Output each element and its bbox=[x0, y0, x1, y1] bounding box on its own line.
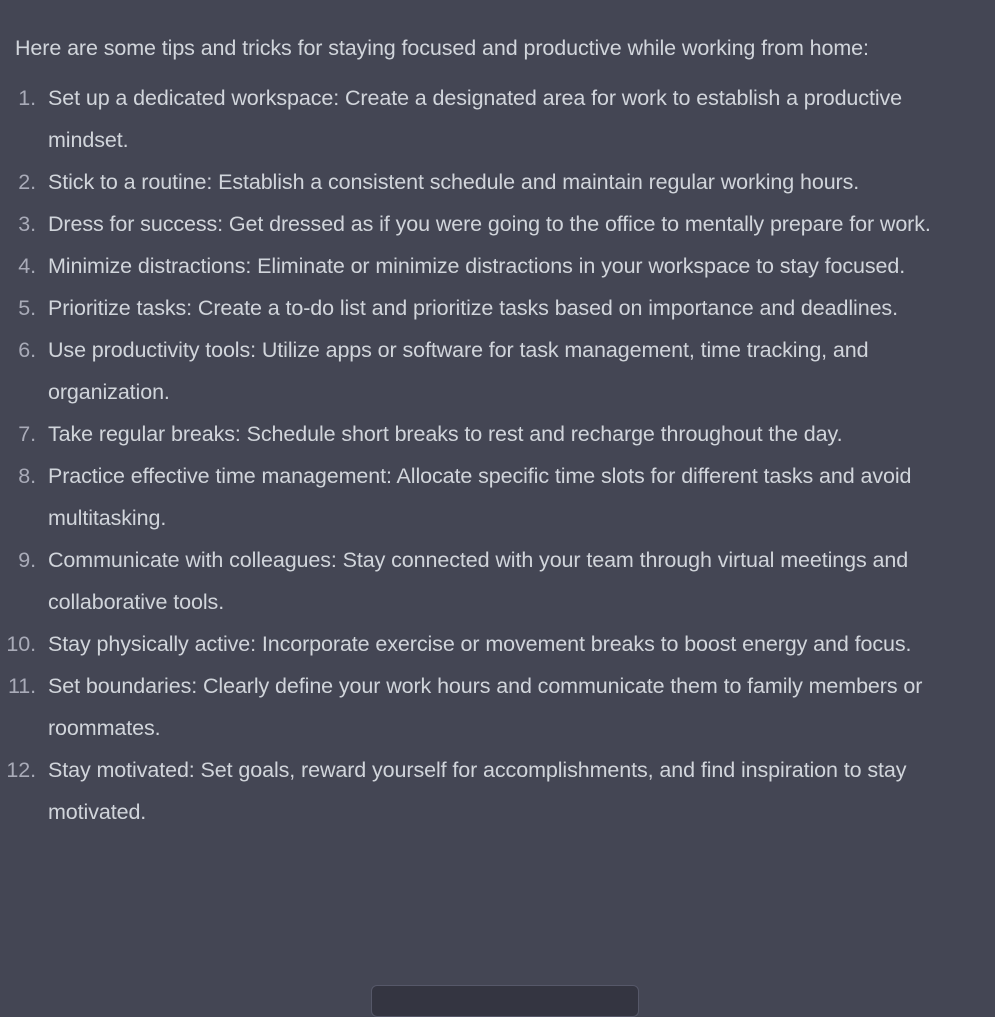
list-item bbox=[0, 161, 995, 203]
list-item-text: Stay motivated: Set goals, reward yourself for accomplishments, and find inspiration to stay motivated. bbox=[48, 758, 907, 824]
list-item bbox=[0, 287, 995, 329]
list-item-text: Stay physically active: Incorporate exercise or movement breaks to boost energy and focus. bbox=[48, 632, 912, 656]
list-item-number: 1. bbox=[18, 86, 36, 110]
list-item-text: Use productivity tools: Utilize apps or software for task management, time tracking, and organization. bbox=[48, 338, 869, 404]
list-item-number: 8. bbox=[18, 464, 36, 488]
list-item bbox=[0, 203, 995, 245]
list-item-text: Take regular breaks: Schedule short breaks to rest and recharge throughout the day. bbox=[48, 422, 843, 446]
list-item bbox=[0, 749, 995, 833]
list-item-text: Practice effective time management: Allocate specific time slots for different tasks and avoid multitasking. bbox=[48, 464, 912, 530]
list-item-number: 5. bbox=[18, 296, 36, 320]
list-item-number: 10. bbox=[6, 632, 36, 656]
list-item-number: 7. bbox=[18, 422, 36, 446]
list-item-text: Set up a dedicated workspace: Create a designated area for work to establish a productive mindset. bbox=[48, 86, 902, 152]
list-item bbox=[0, 539, 995, 623]
list-item bbox=[0, 455, 995, 539]
list-item bbox=[0, 245, 995, 287]
list-item-text: Minimize distractions: Eliminate or minimize distractions in your workspace to stay focused. bbox=[48, 254, 906, 278]
list-item bbox=[0, 665, 995, 749]
list-item bbox=[0, 77, 995, 161]
regenerate-response-button[interactable] bbox=[371, 985, 639, 1017]
list-item-text: Prioritize tasks: Create a to-do list and prioritize tasks based on importance and deadlines. bbox=[48, 296, 898, 320]
list-item-number: 12. bbox=[6, 758, 36, 782]
list-item bbox=[0, 623, 995, 665]
list-item-text: Set boundaries: Clearly define your work hours and communicate them to family members or roommates. bbox=[48, 674, 923, 740]
list-item-number: 11. bbox=[8, 674, 36, 698]
list-item-text: Stick to a routine: Establish a consistent schedule and maintain regular working hours. bbox=[48, 170, 860, 194]
list-item-text: Communicate with colleagues: Stay connected with your team through virtual meetings and collaborative tools. bbox=[48, 548, 909, 614]
list-item-number: 6. bbox=[18, 338, 36, 362]
list-item-number: 2. bbox=[18, 170, 36, 194]
list-item bbox=[0, 413, 995, 455]
list-item-number: 3. bbox=[18, 212, 36, 236]
message-intro: Here are some tips and tricks for staying focused and productive while working from home: bbox=[15, 35, 869, 60]
list-item bbox=[0, 329, 995, 413]
tips-list bbox=[0, 77, 995, 833]
list-item-number: 4. bbox=[18, 254, 36, 278]
list-item-number: 9. bbox=[18, 548, 36, 572]
list-item-text: Dress for success: Get dressed as if you were going to the office to mentally prepare for work. bbox=[48, 212, 931, 236]
